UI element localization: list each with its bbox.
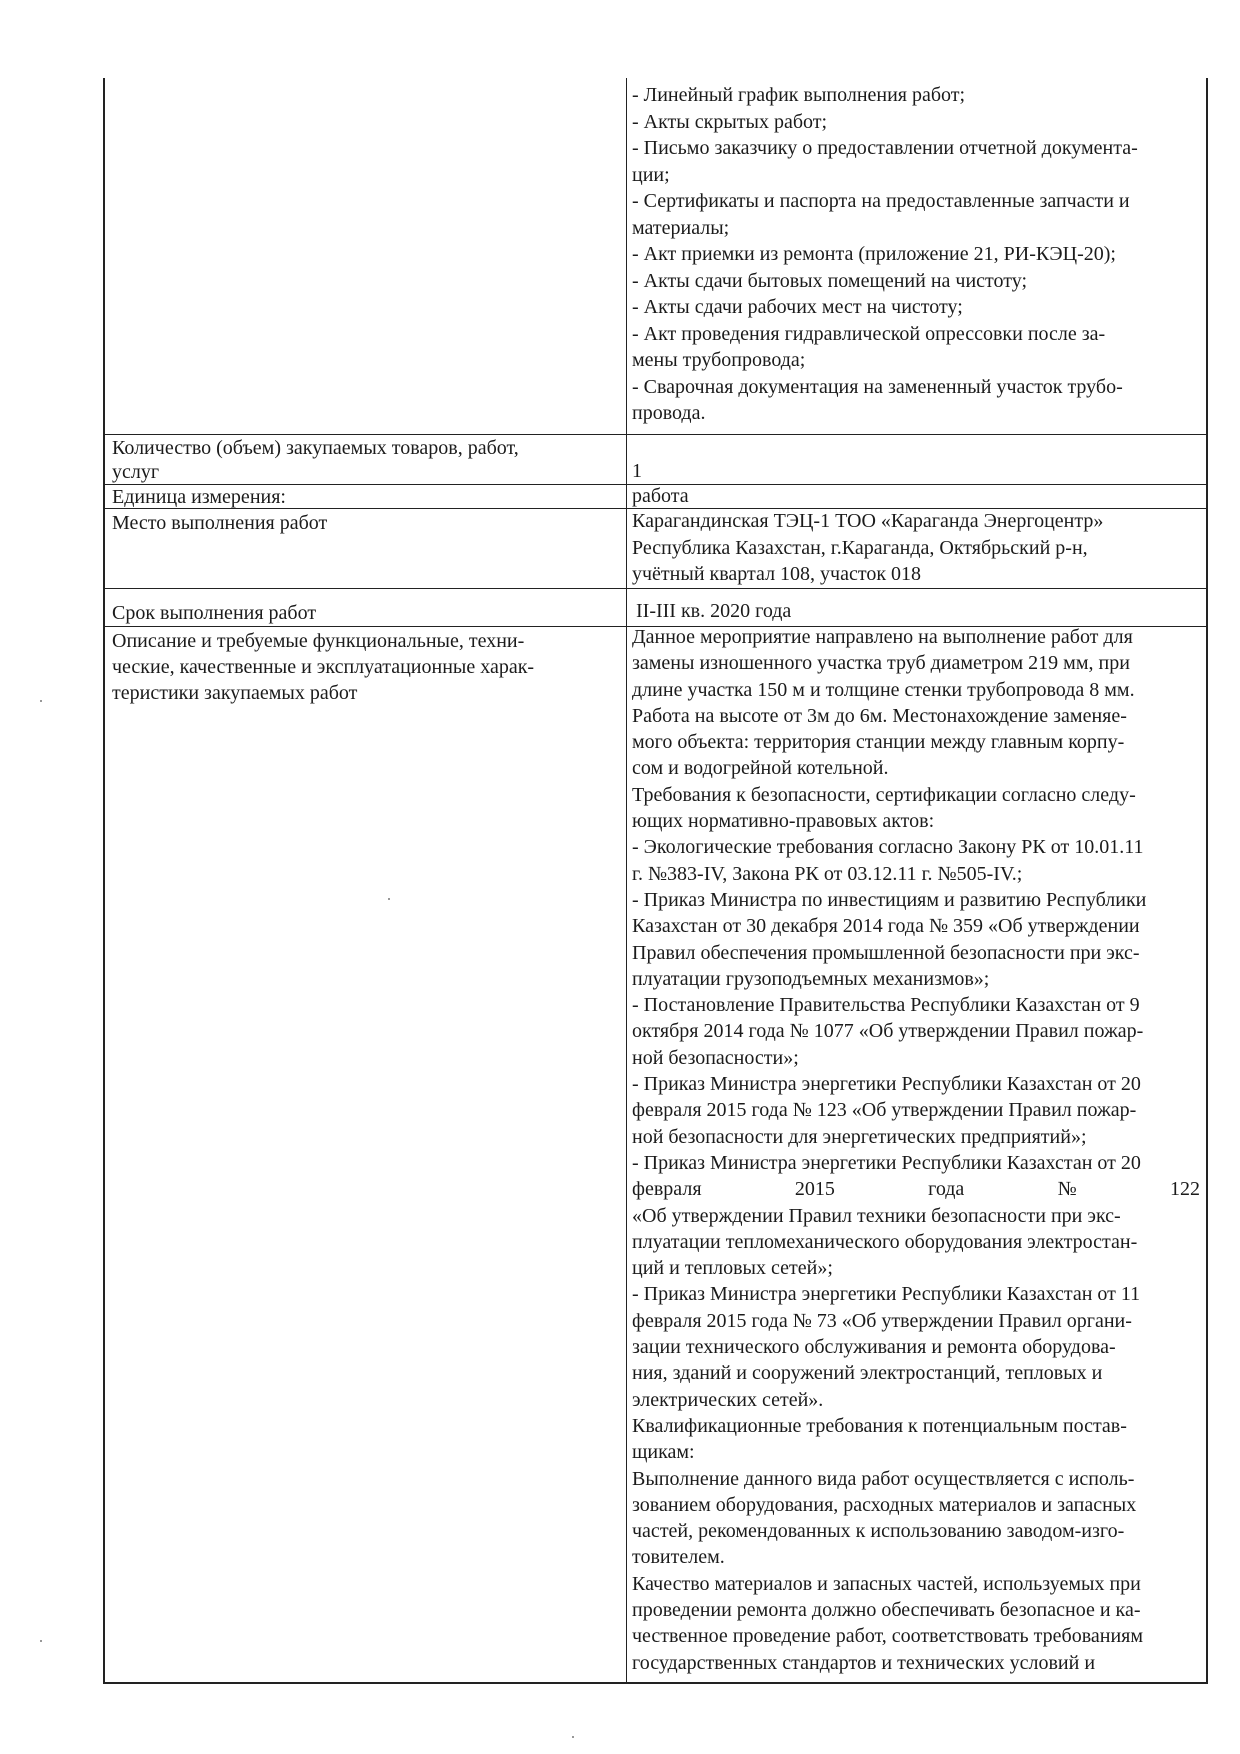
description-line: мого объекта: территория станции между главным корпу- xyxy=(632,731,1125,754)
unit-label: Единица измерения: xyxy=(112,486,286,508)
description-line: проведении ремонта должно обеспечивать безопасное и ка- xyxy=(632,1598,1141,1621)
description-line: электрических сетей». xyxy=(632,1388,824,1411)
documents-list-item: - Акт приемки из ремонта (приложение 21, РИ-КЭЦ-20); xyxy=(632,243,1116,265)
description-line: - Постановление Правительства Республики Казахстан от 9 xyxy=(632,994,1140,1017)
quantity-label-line: Количество (объем) закупаемых товаров, работ, xyxy=(112,437,519,459)
description-line: - Приказ Министра энергетики Республики Казахстан от 20 xyxy=(632,1073,1141,1096)
description-line: октября 2014 года № 1077 «Об утверждении Правил пожар- xyxy=(632,1020,1144,1043)
description-line: февраля 2015 года № 73 «Об утверждении Правил органи- xyxy=(632,1309,1132,1332)
place-label: Место выполнения работ xyxy=(112,512,328,534)
place-value-line: Карагандинская ТЭЦ-1 ТОО «Караганда Энергоцентр» xyxy=(632,510,1104,532)
description-line: Казахстан от 30 декабря 2014 года № 359 «Об утверждении xyxy=(632,915,1140,938)
documents-list-item: - Акты скрытых работ; xyxy=(632,110,828,133)
quantity-value: 1 xyxy=(632,460,642,482)
spread-word: 122 xyxy=(1169,1178,1200,1201)
description-label xyxy=(112,628,617,706)
row-divider xyxy=(103,434,1208,435)
documents-list-item: материалы; xyxy=(632,216,730,239)
description-line: г. №383-IV, Закона РК от 03.12.11 г. №505-IV.; xyxy=(632,862,1023,885)
description-line: щикам: xyxy=(632,1441,695,1464)
description-line: зованием оборудования, расходных материалов и запасных xyxy=(632,1493,1137,1516)
spread-word: года xyxy=(928,1178,965,1201)
place-value xyxy=(632,508,1202,588)
description-label-line: ческие, качественные и эксплуатационные харак- xyxy=(112,656,535,678)
spread-word: 2015 xyxy=(794,1178,835,1201)
description-line: Качество материалов и запасных частей, используемых при xyxy=(632,1572,1141,1595)
description-line: зации технического обслуживания и ремонта оборудова- xyxy=(632,1336,1116,1359)
description-line: - Экологические требования согласно Закону РК от 10.01.11 xyxy=(632,836,1144,859)
description-line: Требования к безопасности, сертификации согласно следу- xyxy=(632,783,1136,806)
row-divider xyxy=(103,588,1208,589)
documents-list-item: - Акты сдачи рабочих мест на чистоту; xyxy=(632,296,963,318)
description-line: сом и водогрейной котельной. xyxy=(632,757,889,780)
term-value: II-III кв. 2020 года xyxy=(636,600,792,622)
spread-word: № xyxy=(1057,1178,1077,1201)
description-line: ной безопасности»; xyxy=(632,1046,799,1069)
description-line: Работа на высоте от 3м до 6м. Местонахождение заменяе- xyxy=(632,704,1127,727)
documents-list-item: провода. xyxy=(632,402,706,424)
description-line: ния, зданий и сооружений электростанций, тепловых и xyxy=(632,1362,1103,1385)
description-line: Данное мероприятие направлено на выполнение работ для xyxy=(632,626,1133,648)
scan-speck xyxy=(572,1736,574,1738)
documents-list-item: - Письмо заказчику о предоставлении отчетной документа- xyxy=(632,137,1138,159)
description-spread-line xyxy=(632,1176,1200,1202)
quantity-label-line: услуг xyxy=(112,461,160,483)
quantity-label xyxy=(112,436,617,484)
documents-list-item: мены трубопровода; xyxy=(632,349,806,371)
documents-list-item: - Линейный график выполнения работ; xyxy=(632,84,966,106)
description-line: февраля 2015 года № 123 «Об утверждении Правил пожар- xyxy=(632,1099,1137,1122)
documents-list-item: - Акт проведения гидравлической опрессовки после за- xyxy=(632,322,1106,345)
documents-list-item: - Сертификаты и паспорта на предоставленные запчасти и xyxy=(632,190,1130,212)
column-divider xyxy=(626,78,627,1684)
description-line: плуатации грузоподъемных механизмов»; xyxy=(632,967,990,990)
description-line: «Об утверждении Правил техники безопасности при экс- xyxy=(632,1204,1121,1227)
description-line: - Приказ Министра энергетики Республики Казахстан от 20 xyxy=(632,1151,1141,1174)
unit-value: работа xyxy=(632,485,689,507)
description-line: плуатации тепломеханического оборудования электростан- xyxy=(632,1230,1138,1253)
description-line: замены изношенного участка труб диаметром 219 мм, при xyxy=(632,652,1130,675)
description-line: частей, рекомендованных к использованию заводом-изго- xyxy=(632,1520,1125,1543)
term-label: Срок выполнения работ xyxy=(112,602,317,624)
description-line: товителем. xyxy=(632,1546,725,1569)
scan-speck xyxy=(40,1640,42,1642)
description-line: - Приказ Министра энергетики Республики Казахстан от 11 xyxy=(632,1283,1141,1306)
description-line: чественное проведение работ, соответствовать требованиям xyxy=(632,1625,1144,1648)
description-line: государственных стандартов и технических условий и xyxy=(632,1651,1096,1674)
description-line: длине участка 150 м и толщине стенки трубопровода 8 мм. xyxy=(632,678,1135,701)
description-label-line: Описание и требуемые функциональные, техни- xyxy=(112,630,525,652)
scan-speck xyxy=(40,700,42,702)
documents-list-item: ции; xyxy=(632,163,670,186)
description-line: Квалификационные требования к потенциальным постав- xyxy=(632,1414,1127,1437)
description-line: Выполнение данного вида работ осуществляется с исполь- xyxy=(632,1467,1135,1490)
spread-word: февраля xyxy=(632,1178,702,1201)
description-line: ций и тепловых сетей»; xyxy=(632,1257,833,1280)
documents-list xyxy=(632,82,1202,427)
scan-speck xyxy=(388,898,390,900)
description-line: Правил обеспечения промышленной безопасности при экс- xyxy=(632,941,1140,964)
description-line: ной безопасности для энергетических предприятий»; xyxy=(632,1125,1087,1148)
documents-list-item: - Сварочная документация на замененный участок трубо- xyxy=(632,375,1123,398)
description-label-line: теристики закупаемых работ xyxy=(112,682,358,704)
description-text xyxy=(632,624,1202,1676)
place-value-line: учётный квартал 108, участок 018 xyxy=(632,563,922,585)
description-line: - Приказ Министра по инвестициям и развитию Республики xyxy=(632,888,1147,911)
description-line: ющих нормативно-правовых актов: xyxy=(632,810,935,833)
documents-list-item: - Акты сдачи бытовых помещений на чистоту; xyxy=(632,269,1028,292)
place-value-line: Республика Казахстан, г.Караганда, Октябрьский р-н, xyxy=(632,536,1088,559)
